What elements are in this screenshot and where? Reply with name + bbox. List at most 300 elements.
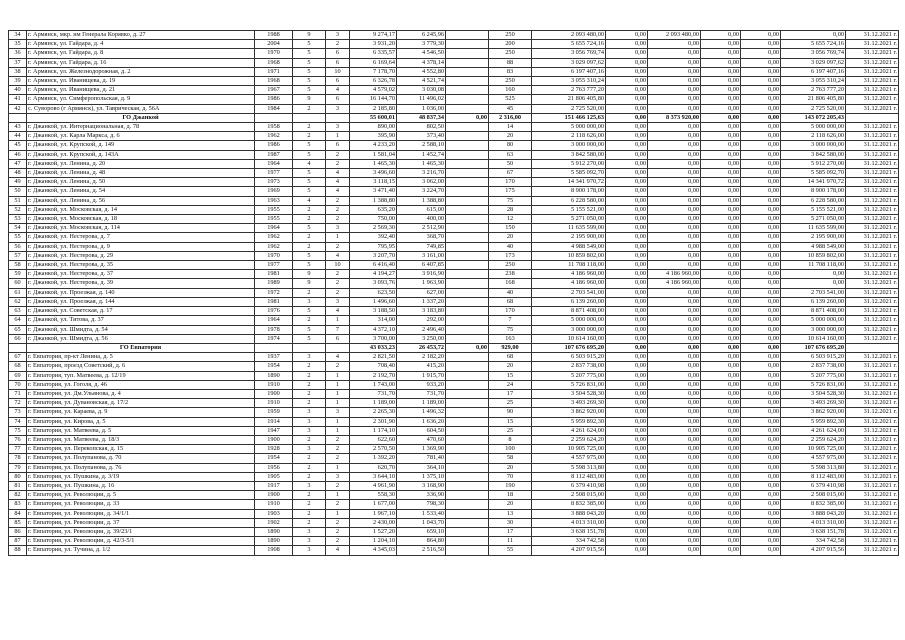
source-3-cell: 0,00 bbox=[701, 316, 741, 325]
living-area-cell: 1 963,90 bbox=[397, 279, 446, 288]
completion-date-cell: 31.12.2021 г. bbox=[846, 77, 899, 86]
residents-cell: 250 bbox=[489, 261, 532, 270]
address-cell: г. Джанкой, ул. Проезжая, д. 144 bbox=[27, 297, 255, 306]
year-cell: 1970 bbox=[255, 251, 293, 260]
owners-funds-cell: 6 228 580,00 bbox=[781, 196, 846, 205]
completion-date-cell: 31.12.2021 г. bbox=[846, 31, 899, 40]
source-1-cell: 0,00 bbox=[606, 95, 648, 104]
residents-cell: 68 bbox=[489, 297, 532, 306]
source-3-cell: 0,00 bbox=[701, 399, 741, 408]
source-2-cell: 0,00 bbox=[648, 242, 701, 251]
address-cell: г. Евпатория, ул. Полупанова, д. 76 bbox=[27, 463, 255, 472]
source-2-cell: 0,00 bbox=[648, 481, 701, 490]
row-number-cell bbox=[9, 113, 27, 122]
year-cell: 1905 bbox=[255, 472, 293, 481]
residents-cell: 63 bbox=[489, 150, 532, 159]
living-area-cell: 3 916,90 bbox=[397, 270, 446, 279]
source-1-cell: 0,00 bbox=[606, 389, 648, 398]
table-row bbox=[9, 215, 899, 224]
source-2-cell: 0,00 bbox=[648, 251, 701, 260]
row-number-cell: 79 bbox=[9, 463, 27, 472]
entrances-cell: 2 bbox=[326, 537, 350, 546]
residents-cell: 40 bbox=[489, 242, 532, 251]
living-area-cell: 1 189,00 bbox=[397, 399, 446, 408]
floors-cell: 2 bbox=[293, 316, 326, 325]
table-row bbox=[9, 141, 899, 150]
owners-funds-cell: 5 585 092,70 bbox=[781, 169, 846, 178]
entrances-cell: 10 bbox=[326, 261, 350, 270]
source-2-cell: 0,00 bbox=[648, 417, 701, 426]
source-1-cell: 0,00 bbox=[606, 316, 648, 325]
source-4-cell: 0,00 bbox=[741, 481, 781, 490]
source-1-cell: 0,00 bbox=[606, 159, 648, 168]
row-number-cell: 74 bbox=[9, 417, 27, 426]
residents-cell: 20 bbox=[489, 463, 532, 472]
entrances-cell: 2 bbox=[326, 288, 350, 297]
table-row bbox=[9, 169, 899, 178]
owners-funds-cell: 2 725 520,00 bbox=[781, 104, 846, 113]
total-cost-cell: 2 703 541,00 bbox=[532, 288, 606, 297]
source-1-cell: 0,00 bbox=[606, 325, 648, 334]
owners-funds-cell: 5 912 270,00 bbox=[781, 159, 846, 168]
floors-cell: 3 bbox=[293, 426, 326, 435]
owners-funds-cell: 2 837 738,00 bbox=[781, 362, 846, 371]
year-cell: 1964 bbox=[255, 316, 293, 325]
source-2-cell: 0,00 bbox=[648, 123, 701, 132]
floors-cell: 3 bbox=[293, 417, 326, 426]
living-area-cell: 781,40 bbox=[397, 454, 446, 463]
living-area-cell: 798,30 bbox=[397, 500, 446, 509]
total-cost-cell: 4 261 624,00 bbox=[532, 426, 606, 435]
source-1-cell: 0,00 bbox=[606, 242, 648, 251]
row-number-cell: 47 bbox=[9, 159, 27, 168]
cost-a-cell: 0,00 bbox=[446, 113, 489, 122]
source-3-cell: 0,00 bbox=[701, 334, 741, 343]
table-row bbox=[9, 270, 899, 279]
total-area-cell: 6 169,64 bbox=[350, 58, 397, 67]
floors-cell: 9 bbox=[293, 95, 326, 104]
residents-cell: 17 bbox=[489, 527, 532, 536]
residents-cell: 170 bbox=[489, 307, 532, 316]
cost-a-cell bbox=[446, 279, 489, 288]
source-3-cell: 0,00 bbox=[701, 463, 741, 472]
document-page bbox=[8, 30, 899, 556]
year-cell bbox=[255, 113, 293, 122]
table-row bbox=[9, 445, 899, 454]
completion-date-cell: 31.12.2021 г. bbox=[846, 58, 899, 67]
living-area-cell: 4 546,50 bbox=[397, 49, 446, 58]
source-2-cell: 0,00 bbox=[648, 288, 701, 297]
entrances-cell: 1 bbox=[326, 132, 350, 141]
floors-cell: 3 bbox=[293, 537, 326, 546]
floors-cell: 5 bbox=[293, 187, 326, 196]
source-1-cell: 0,00 bbox=[606, 546, 648, 555]
entrances-cell: 4 bbox=[326, 178, 350, 187]
source-2-cell: 0,00 bbox=[648, 435, 701, 444]
total-area-cell: 708,40 bbox=[350, 362, 397, 371]
address-cell: г. Джанкой, ул. Ленина, д. 48 bbox=[27, 169, 255, 178]
source-2-cell: 0,00 bbox=[648, 224, 701, 233]
source-3-cell: 0,00 bbox=[701, 435, 741, 444]
table-row bbox=[9, 537, 899, 546]
completion-date-cell: 31.12.2021 г. bbox=[846, 408, 899, 417]
year-cell: 1981 bbox=[255, 297, 293, 306]
residents-cell: 525 bbox=[489, 95, 532, 104]
living-area-cell: 933,20 bbox=[397, 380, 446, 389]
total-area-cell: 6 326,78 bbox=[350, 77, 397, 86]
floors-cell: 5 bbox=[293, 58, 326, 67]
entrances-cell: 4 bbox=[326, 187, 350, 196]
living-area-cell: 1 375,10 bbox=[397, 472, 446, 481]
source-2-cell: 0,00 bbox=[648, 316, 701, 325]
floors-cell: 3 bbox=[293, 445, 326, 454]
source-1-cell: 0,00 bbox=[606, 518, 648, 527]
cost-a-cell bbox=[446, 288, 489, 297]
owners-funds-cell: 4 013 310,00 bbox=[781, 518, 846, 527]
total-cost-cell: 2 725 520,00 bbox=[532, 104, 606, 113]
source-1-cell: 0,00 bbox=[606, 445, 648, 454]
year-cell: 1968 bbox=[255, 77, 293, 86]
row-number-cell: 61 bbox=[9, 288, 27, 297]
total-area-cell: 55 600,01 bbox=[350, 113, 397, 122]
owners-funds-cell: 6 379 410,98 bbox=[781, 481, 846, 490]
cost-a-cell bbox=[446, 251, 489, 260]
entrances-cell: 6 bbox=[326, 58, 350, 67]
cost-a-cell bbox=[446, 95, 489, 104]
cost-a-cell bbox=[446, 481, 489, 490]
source-1-cell: 0,00 bbox=[606, 113, 648, 122]
floors-cell: 3 bbox=[293, 353, 326, 362]
source-3-cell: 0,00 bbox=[701, 95, 741, 104]
total-cost-cell: 6 139 260,00 bbox=[532, 297, 606, 306]
source-2-cell: 0,00 bbox=[648, 307, 701, 316]
residents-cell: 20 bbox=[489, 362, 532, 371]
living-area-cell: 802,50 bbox=[397, 123, 446, 132]
year-cell: 1900 bbox=[255, 389, 293, 398]
row-number-cell: 65 bbox=[9, 325, 27, 334]
source-1-cell: 0,00 bbox=[606, 261, 648, 270]
source-2-cell: 0,00 bbox=[648, 472, 701, 481]
table-row bbox=[9, 527, 899, 536]
source-1-cell: 0,00 bbox=[606, 196, 648, 205]
owners-funds-cell: 5 000 000,00 bbox=[781, 123, 846, 132]
floors-cell: 2 bbox=[293, 509, 326, 518]
total-cost-cell: 2 118 626,00 bbox=[532, 132, 606, 141]
row-number-cell: 67 bbox=[9, 353, 27, 362]
residents-cell: 50 bbox=[489, 159, 532, 168]
source-3-cell: 0,00 bbox=[701, 123, 741, 132]
source-3-cell: 0,00 bbox=[701, 261, 741, 270]
completion-date-cell: 31.12.2021 г. bbox=[846, 463, 899, 472]
source-1-cell: 0,00 bbox=[606, 132, 648, 141]
address-cell: г. Евпатория, ул. Перекопская, д. 15 bbox=[27, 445, 255, 454]
cost-a-cell bbox=[446, 215, 489, 224]
total-area-cell: 1 581,04 bbox=[350, 150, 397, 159]
source-1-cell: 0,00 bbox=[606, 178, 648, 187]
source-2-cell: 4 186 960,00 bbox=[648, 270, 701, 279]
total-area-cell: 795,95 bbox=[350, 242, 397, 251]
residents-cell: 12 bbox=[489, 215, 532, 224]
completion-date-cell: 31.12.2021 г. bbox=[846, 215, 899, 224]
source-1-cell: 0,00 bbox=[606, 224, 648, 233]
entrances-cell: 1 bbox=[326, 426, 350, 435]
source-4-cell: 0,00 bbox=[741, 491, 781, 500]
table-row bbox=[9, 49, 899, 58]
source-3-cell: 0,00 bbox=[701, 178, 741, 187]
source-3-cell: 0,00 bbox=[701, 389, 741, 398]
year-cell: 1978 bbox=[255, 325, 293, 334]
total-cost-cell: 6 197 407,16 bbox=[532, 67, 606, 76]
source-3-cell: 0,00 bbox=[701, 187, 741, 196]
total-area-cell: 2 430,00 bbox=[350, 518, 397, 527]
source-3-cell: 0,00 bbox=[701, 169, 741, 178]
address-cell: г. Евпатория, ул. Революции, д. 37 bbox=[27, 518, 255, 527]
entrances-cell: 3 bbox=[326, 408, 350, 417]
completion-date-cell: 31.12.2021 г. bbox=[846, 297, 899, 306]
address-cell: г. Евпатория, ул. Тучина, д. 1/2 bbox=[27, 546, 255, 555]
cost-a-cell bbox=[446, 353, 489, 362]
source-3-cell: 0,00 bbox=[701, 77, 741, 86]
cost-a-cell bbox=[446, 380, 489, 389]
total-area-cell: 1 743,00 bbox=[350, 380, 397, 389]
cost-a-cell bbox=[446, 509, 489, 518]
source-2-cell: 0,00 bbox=[648, 426, 701, 435]
row-number-cell: 43 bbox=[9, 123, 27, 132]
total-cost-cell: 107 676 695,20 bbox=[532, 343, 606, 352]
completion-date-cell: 31.12.2021 г. bbox=[846, 389, 899, 398]
row-number-cell: 71 bbox=[9, 389, 27, 398]
year-cell: 1977 bbox=[255, 261, 293, 270]
completion-date-cell: 31.12.2021 г. bbox=[846, 132, 899, 141]
table-row bbox=[9, 399, 899, 408]
source-4-cell: 0,00 bbox=[741, 104, 781, 113]
cost-a-cell bbox=[446, 325, 489, 334]
table-row bbox=[9, 58, 899, 67]
completion-date-cell: 31.12.2021 г. bbox=[846, 49, 899, 58]
table-row bbox=[9, 67, 899, 76]
floors-cell: 3 bbox=[293, 527, 326, 536]
floors-cell: 2 bbox=[293, 123, 326, 132]
year-cell: 1947 bbox=[255, 426, 293, 435]
source-1-cell: 0,00 bbox=[606, 40, 648, 49]
table-row bbox=[9, 389, 899, 398]
table-row bbox=[9, 417, 899, 426]
total-area-cell: 1 677,00 bbox=[350, 500, 397, 509]
total-cost-cell: 3 000 000,00 bbox=[532, 141, 606, 150]
floors-cell: 5 bbox=[293, 261, 326, 270]
year-cell: 1986 bbox=[255, 141, 293, 150]
source-4-cell: 0,00 bbox=[741, 463, 781, 472]
owners-funds-cell: 6 503 915,20 bbox=[781, 353, 846, 362]
table-row bbox=[9, 454, 899, 463]
source-3-cell: 0,00 bbox=[701, 527, 741, 536]
row-number-cell: 88 bbox=[9, 546, 27, 555]
source-2-cell: 0,00 bbox=[648, 233, 701, 242]
residents-cell: 80 bbox=[489, 141, 532, 150]
source-4-cell: 0,00 bbox=[741, 546, 781, 555]
owners-funds-cell: 0,00 bbox=[781, 270, 846, 279]
residents-cell: 40 bbox=[489, 288, 532, 297]
cost-a-cell bbox=[446, 205, 489, 214]
cost-a-cell bbox=[446, 491, 489, 500]
entrances-cell: 6 bbox=[326, 141, 350, 150]
total-area-cell: 558,30 bbox=[350, 491, 397, 500]
cost-a-cell bbox=[446, 500, 489, 509]
source-3-cell: 0,00 bbox=[701, 233, 741, 242]
entrances-cell: 2 bbox=[326, 215, 350, 224]
source-3-cell: 0,00 bbox=[701, 132, 741, 141]
source-4-cell: 0,00 bbox=[741, 31, 781, 40]
source-3-cell: 0,00 bbox=[701, 509, 741, 518]
owners-funds-cell: 14 341 970,72 bbox=[781, 178, 846, 187]
row-number-cell: 83 bbox=[9, 500, 27, 509]
entrances-cell: 1 bbox=[326, 491, 350, 500]
owners-funds-cell: 4 988 549,00 bbox=[781, 242, 846, 251]
row-number-cell: 87 bbox=[9, 537, 27, 546]
row-number-cell: 34 bbox=[9, 31, 27, 40]
row-number-cell: 39 bbox=[9, 77, 27, 86]
residents-cell: 20 bbox=[489, 500, 532, 509]
owners-funds-cell: 3 638 151,78 bbox=[781, 527, 846, 536]
floors-cell: 2 bbox=[293, 435, 326, 444]
table-row bbox=[9, 187, 899, 196]
year-cell: 1928 bbox=[255, 445, 293, 454]
table-row bbox=[9, 31, 899, 40]
source-3-cell: 0,00 bbox=[701, 491, 741, 500]
entrances-cell: 10 bbox=[326, 67, 350, 76]
owners-funds-cell: 21 806 405,80 bbox=[781, 95, 846, 104]
cost-a-cell bbox=[446, 261, 489, 270]
entrances-cell: 3 bbox=[326, 472, 350, 481]
source-1-cell: 0,00 bbox=[606, 86, 648, 95]
floors-cell: 2 bbox=[293, 242, 326, 251]
residents-cell: 173 bbox=[489, 251, 532, 260]
source-3-cell: 0,00 bbox=[701, 224, 741, 233]
total-cost-cell: 3 000 000,00 bbox=[532, 325, 606, 334]
year-cell: 1981 bbox=[255, 270, 293, 279]
owners-funds-cell: 5 271 050,00 bbox=[781, 215, 846, 224]
table-row bbox=[9, 481, 899, 490]
row-number-cell: 85 bbox=[9, 518, 27, 527]
address-cell: г. Джанкой, ул. Крупской, д. 143А bbox=[27, 150, 255, 159]
source-1-cell: 0,00 bbox=[606, 49, 648, 58]
row-number-cell: 44 bbox=[9, 132, 27, 141]
floors-cell: 2 bbox=[293, 454, 326, 463]
address-cell: г. Евпатория, ул. Полупанова, д. 70 bbox=[27, 454, 255, 463]
floors-cell: 5 bbox=[293, 141, 326, 150]
floors-cell: 2 bbox=[293, 380, 326, 389]
source-1-cell: 0,00 bbox=[606, 297, 648, 306]
source-3-cell: 0,00 bbox=[701, 472, 741, 481]
floors-cell: 2 bbox=[293, 472, 326, 481]
cost-a-cell bbox=[446, 472, 489, 481]
year-cell: 1917 bbox=[255, 481, 293, 490]
year-cell: 1987 bbox=[255, 150, 293, 159]
cost-a-cell bbox=[446, 159, 489, 168]
row-number-cell: 76 bbox=[9, 435, 27, 444]
address-cell: г. Армянск, ул. Железнодорожная, д. 2 bbox=[27, 67, 255, 76]
row-number-cell: 35 bbox=[9, 40, 27, 49]
year-cell: 1954 bbox=[255, 454, 293, 463]
completion-date-cell: 31.12.2021 г. bbox=[846, 196, 899, 205]
source-3-cell: 0,00 bbox=[701, 113, 741, 122]
cost-a-cell bbox=[446, 77, 489, 86]
owners-funds-cell: 2 763 777,20 bbox=[781, 86, 846, 95]
source-3-cell: 0,00 bbox=[701, 86, 741, 95]
source-2-cell: 0,00 bbox=[648, 187, 701, 196]
residents-cell: 250 bbox=[489, 31, 532, 40]
source-3-cell: 0,00 bbox=[701, 196, 741, 205]
residents-cell: 250 bbox=[489, 49, 532, 58]
source-4-cell: 0,00 bbox=[741, 270, 781, 279]
floors-cell: 2 bbox=[293, 104, 326, 113]
completion-date-cell: 31.12.2021 г. bbox=[846, 242, 899, 251]
source-4-cell: 0,00 bbox=[741, 261, 781, 270]
year-cell: 1986 bbox=[255, 95, 293, 104]
floors-cell: 5 bbox=[293, 67, 326, 76]
residents-cell: 250 bbox=[489, 77, 532, 86]
residents-cell: 28 bbox=[489, 205, 532, 214]
entrances-cell: 3 bbox=[326, 31, 350, 40]
source-4-cell: 0,00 bbox=[741, 113, 781, 122]
entrances-cell: 2 bbox=[326, 159, 350, 168]
table-row bbox=[9, 132, 899, 141]
table-row bbox=[9, 546, 899, 555]
year-cell: 1955 bbox=[255, 205, 293, 214]
row-number-cell: 49 bbox=[9, 178, 27, 187]
source-2-cell: 0,00 bbox=[648, 546, 701, 555]
completion-date-cell: 31.12.2021 г. bbox=[846, 481, 899, 490]
source-1-cell: 0,00 bbox=[606, 123, 648, 132]
cost-a-cell bbox=[446, 445, 489, 454]
cost-a-cell bbox=[446, 169, 489, 178]
source-2-cell: 0,00 bbox=[648, 445, 701, 454]
living-area-cell: 400,00 bbox=[397, 215, 446, 224]
completion-date-cell: 31.12.2021 г. bbox=[846, 288, 899, 297]
source-3-cell: 0,00 bbox=[701, 325, 741, 334]
entrances-cell: 3 bbox=[326, 104, 350, 113]
floors-cell: 5 bbox=[293, 40, 326, 49]
entrances-cell: 4 bbox=[326, 251, 350, 260]
floors-cell: 4 bbox=[293, 159, 326, 168]
source-4-cell: 0,00 bbox=[741, 178, 781, 187]
completion-date-cell: 31.12.2021 г. bbox=[846, 353, 899, 362]
completion-date-cell: 31.12.2021 г. bbox=[846, 509, 899, 518]
total-area-cell: 4 233,20 bbox=[350, 141, 397, 150]
living-area-cell: 373,40 bbox=[397, 132, 446, 141]
total-area-cell: 2 569,30 bbox=[350, 224, 397, 233]
year-cell: 1971 bbox=[255, 67, 293, 76]
floors-cell: 5 bbox=[293, 150, 326, 159]
source-4-cell: 0,00 bbox=[741, 325, 781, 334]
total-area-cell: 16 144,70 bbox=[350, 95, 397, 104]
year-cell: 1989 bbox=[255, 279, 293, 288]
table-row bbox=[9, 159, 899, 168]
residents-cell: 2 316,00 bbox=[489, 113, 532, 122]
source-2-cell: 0,00 bbox=[648, 408, 701, 417]
living-area-cell: 6 407,85 bbox=[397, 261, 446, 270]
year-cell: 1976 bbox=[255, 307, 293, 316]
total-area-cell: 1 496,60 bbox=[350, 297, 397, 306]
row-number-cell: 69 bbox=[9, 371, 27, 380]
completion-date-cell: 31.12.2021 г. bbox=[846, 95, 899, 104]
entrances-cell: 2 bbox=[326, 150, 350, 159]
cost-a-cell bbox=[446, 104, 489, 113]
year-cell: 1955 bbox=[255, 215, 293, 224]
completion-date-cell: 31.12.2021 г. bbox=[846, 141, 899, 150]
row-number-cell: 46 bbox=[9, 150, 27, 159]
residents-cell: 17 bbox=[489, 389, 532, 398]
